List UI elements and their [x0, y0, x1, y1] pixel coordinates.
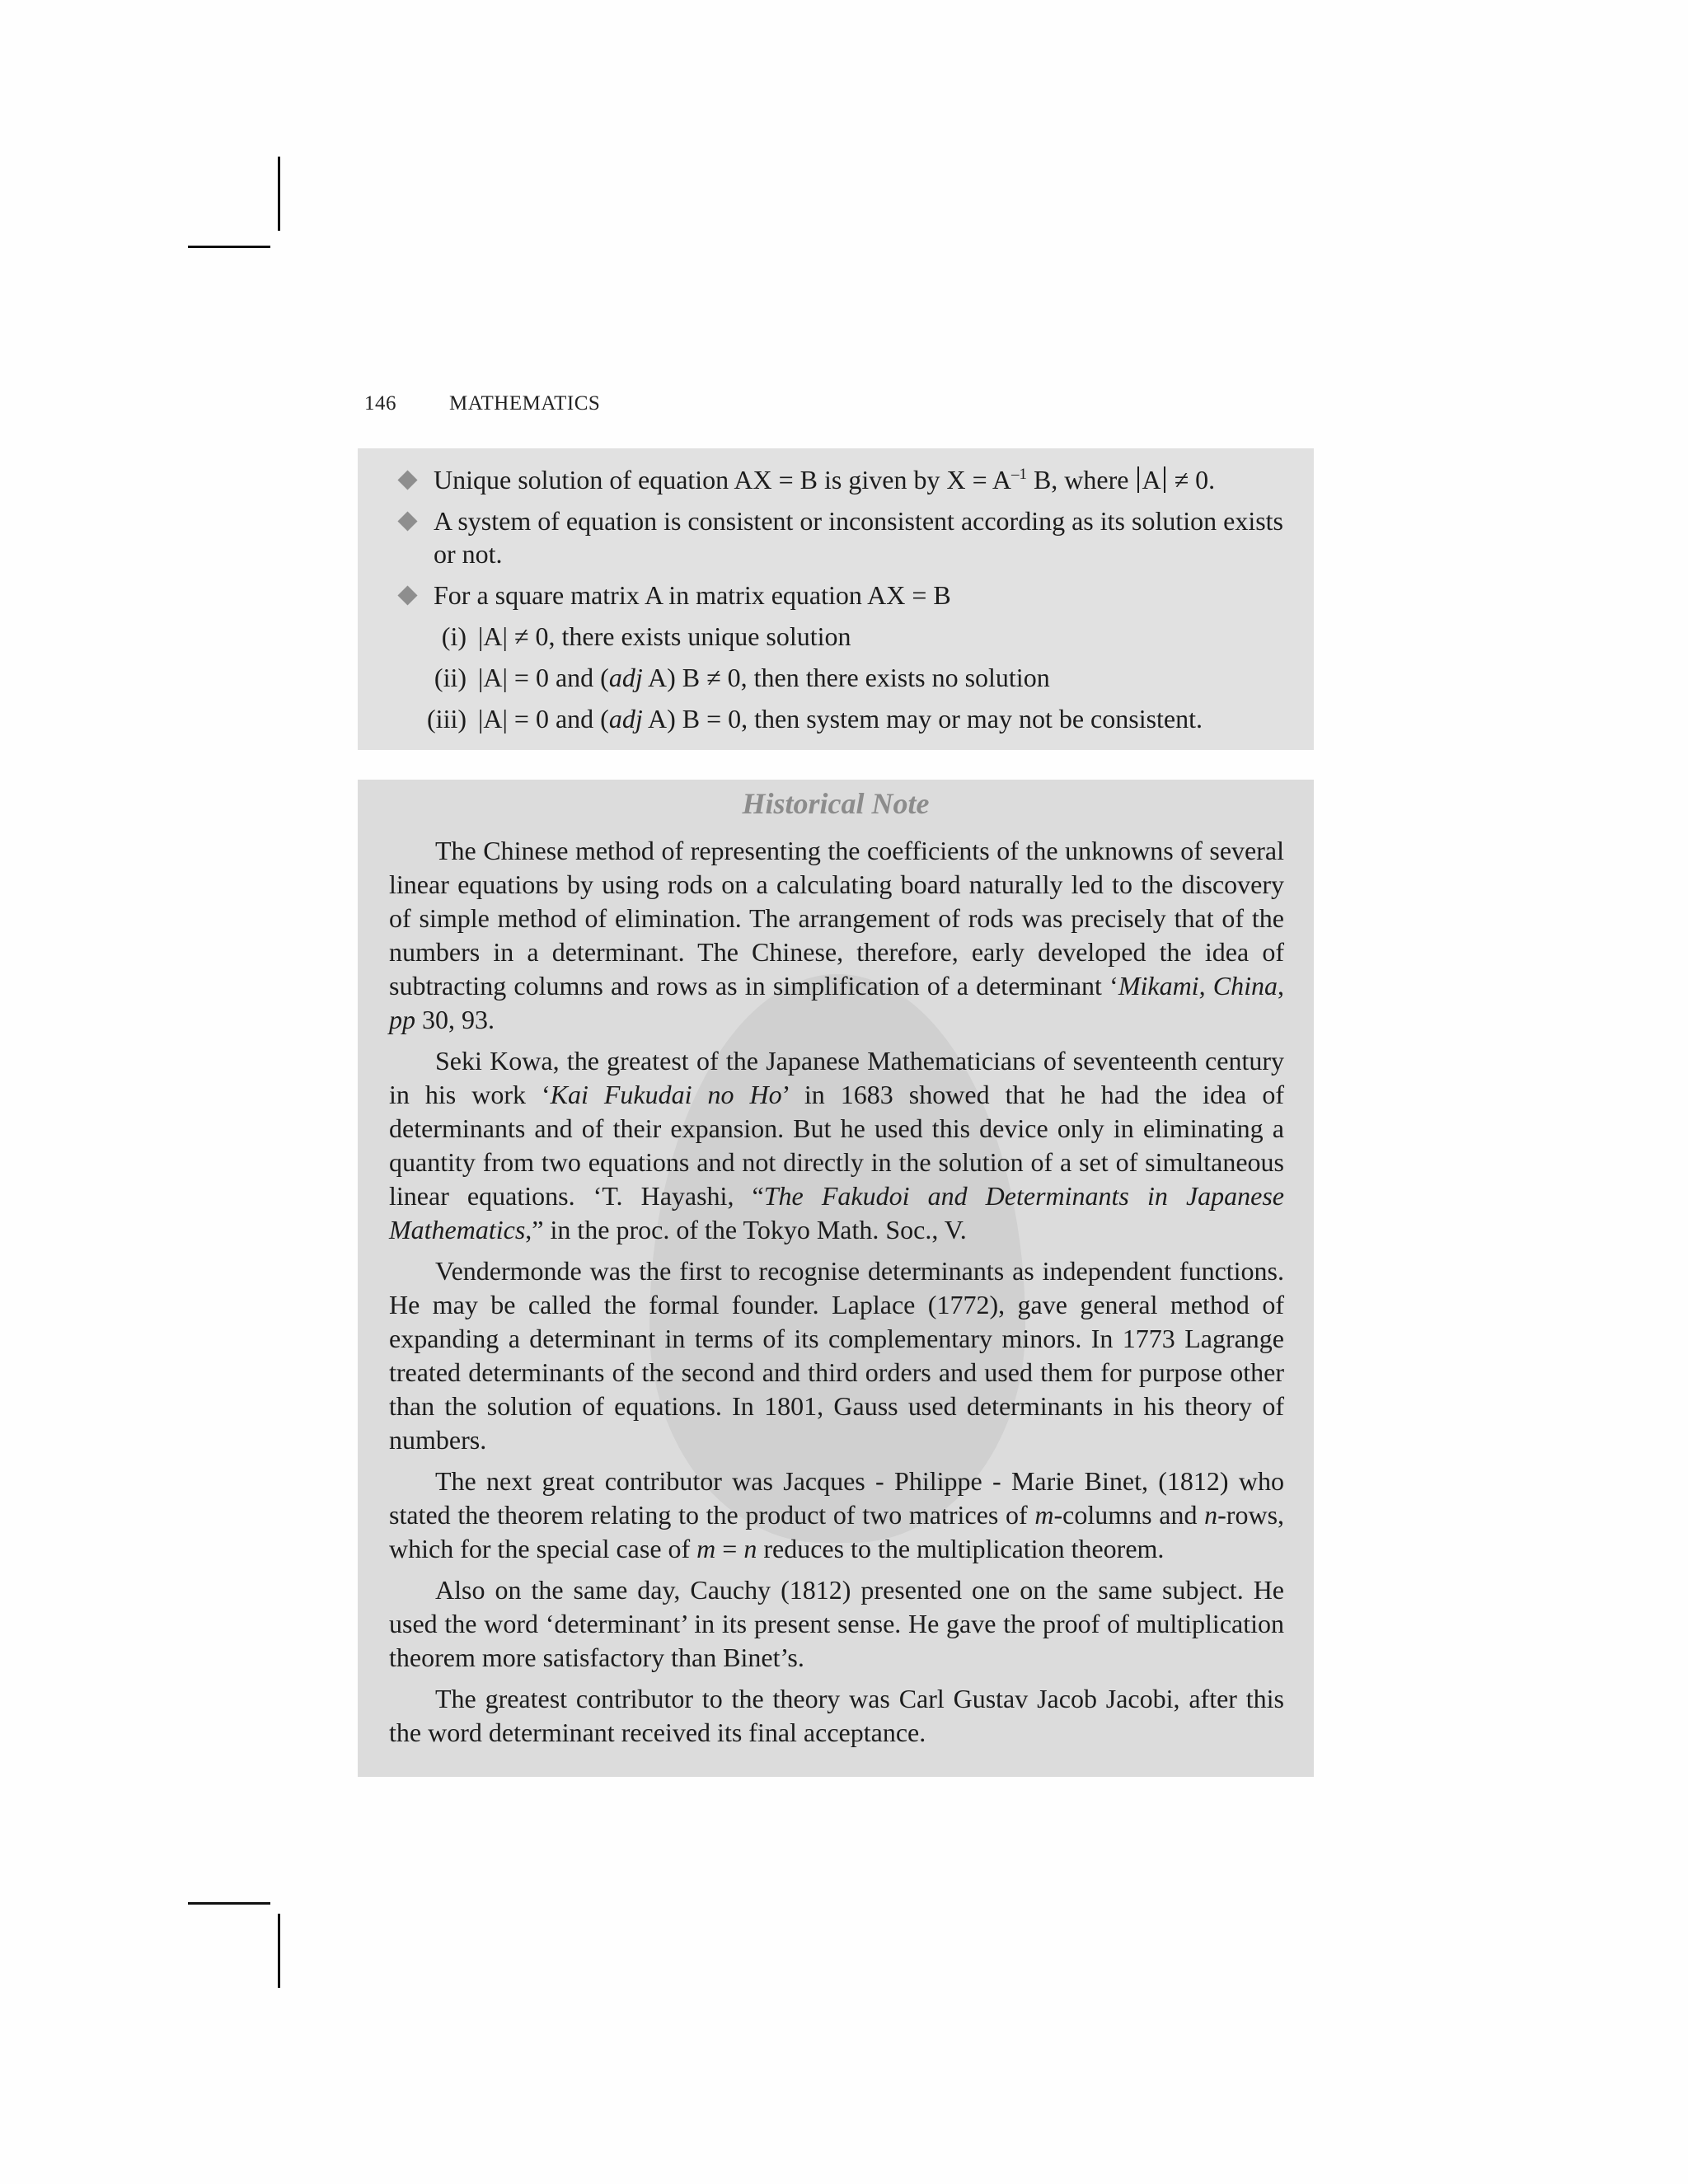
historical-note-body	[389, 834, 1284, 1757]
condition-item: (i) |A| ≠ 0, there exists unique solution	[441, 621, 851, 651]
abs-bar-left	[1137, 466, 1139, 493]
diamond-bullet-icon	[397, 585, 417, 605]
crop-mark-bottom-horizontal	[188, 1902, 270, 1905]
crop-mark-top-horizontal	[188, 246, 270, 248]
note-paragraph: Vendermonde was the first to recognise determinants as independent functions. He may be called the formal founder. Laplace (1772), gave general method of expanding a determinant in terms of its complementary minors. In 1773 Lagrange treated determinants of the second and third orders and used them for purpose other than the solution of equations. In 1801, Gauss used determinants in his theory of numbers.	[389, 1256, 1284, 1455]
diamond-bullet-icon	[397, 511, 417, 531]
note-paragraph: The Chinese method of representing the coefficients of the unknowns of several linear equations by using rods on a calculating board naturally led to the discovery of simple method of elimination. The arrangement of rods was precisely that of the numbers in a determinant. The Chinese, therefore, early developed the idea of subtracting columns and rows as in simplification of a determinant ‘Mikami, China, pp 30, 93.	[389, 836, 1285, 1034]
diamond-bullet-icon	[397, 470, 417, 490]
historical-note-title: Historical Note	[742, 787, 930, 820]
condition-item: (iii) |A| = 0 and (adj A) B = 0, then system may or may not be consistent.	[427, 704, 1203, 733]
abs-bar-right	[1164, 466, 1165, 493]
summary-bullet-consistency: A system of equation is consistent or inconsistent according as its solution exists or not.	[387, 504, 1286, 570]
note-paragraph: Seki Kowa, the greatest of the Japanese Mathematicians of seventeenth century in his work ‘Kai Fukudai no Ho’ in 1683 showed that he had the idea of determinants and of their expansion. But he used this device only in eliminating a quantity from two equations and not directly in the solution of a set of simultaneous linear equations. ‘T. Hayashi, “The Fakudoi and Determinants in Japanese Mathematics,” in the proc. of the Tokyo Math. Soc., V.	[389, 1046, 1285, 1244]
summary-box	[358, 448, 1314, 750]
note-paragraph: The next great contributor was Jacques - Philippe - Marie Binet, (1812) who stated the theorem relating to the product of two matrices of m-columns and n-rows, which for the special case of m = n reduces to the multiplication theorem.	[389, 1466, 1285, 1563]
historical-note-box	[358, 780, 1314, 1777]
subject-title: MATHEMATICS	[449, 392, 601, 415]
crop-mark-top-vertical	[278, 157, 280, 231]
summary-bullet-unique-solution: Unique solution of equation AX = B is given by $X = A^{-1}$ B, where A ≠ 0.	[387, 463, 1286, 496]
note-paragraph: The greatest contributor to the theory was Carl Gustav Jacob Jacobi, after this the word determinant received its final acceptance.	[389, 1684, 1284, 1747]
note-paragraph: Also on the same day, Cauchy (1812) presented one on the same subject. He used the word ‘determinant’ in its present sense. He gave the proof of multiplication theorem more satisfactory than Binet’s.	[389, 1575, 1284, 1672]
page-number: 146	[364, 392, 396, 415]
condition-item: (ii) |A| = 0 and (adj A) B ≠ 0, then there exists no solution	[434, 663, 1050, 692]
summary-bullet-square-matrix: For a square matrix A in matrix equation AX = B	[387, 579, 1286, 612]
crop-mark-bottom-vertical	[278, 1914, 280, 1988]
